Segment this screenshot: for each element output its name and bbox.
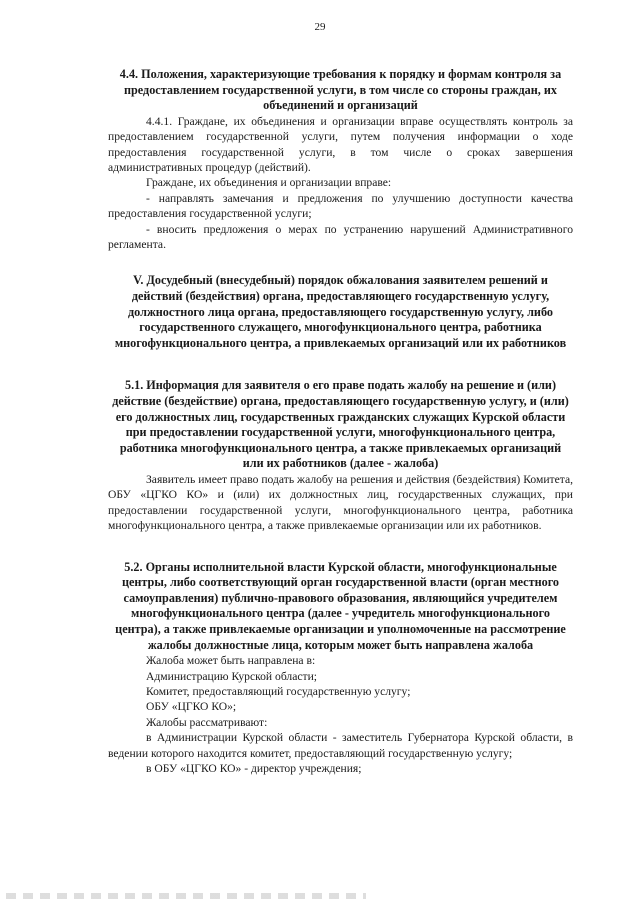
paragraph-5-1: Заявитель имеет право подать жалобу на решения и действия (бездействия) Комитета, ОБУ «ЦГКО КО» и (или) их должностных лиц, государственных служащих, при предоставлении государственной услуги, многофункционального центра, работника многофункционального центра, а также привлекаемые организации или их работников.: [108, 472, 573, 533]
section-5-1-heading: 5.1. Информация для заявителя о его праве подать жалобу на решение и (или) действие (бездействие) органа, предоставляющего государственную услугу, и (или) его должностных лиц, государственных гражданских служащих Курской области при предоставлении государственной услуги, многофункционального центра, работника многофункционального центра, а также привлекаемых организаций или их работников (далее - жалоба): [112, 378, 569, 471]
section-5-2-heading: 5.2. Органы исполнительной власти Курской области, многофункциональные центры, либо соответствующий орган государственной власти (орган местного самоуправления) публично-правового образования, являющийся учредителем многофункционального центра (далее - учредитель многофункционального центра), а также привлекаемые организации и уполномоченные на рассмотрение жалобы должностные лица, которым может быть направлена жалоба: [115, 559, 566, 652]
right-item-2: - вносить предложения о мерах по устранению нарушений Административного регламента.: [108, 222, 573, 252]
rights-intro: Граждане, их объединения и организации вправе:: [146, 176, 392, 190]
destination-2: Комитет, предоставляющий государственную услугу;: [146, 684, 411, 698]
document-body: [108, 67, 573, 776]
directed-intro: Жалоба может быть направлена в:: [146, 654, 316, 668]
destination-1: Администрацию Курской области;: [146, 669, 318, 683]
page-number: 29: [314, 21, 326, 33]
paragraph-4-4-1: 4.4.1. Граждане, их объединения и организации вправе осуществлять контроль за предоставлением государственной услуги, путем получения информации о ходе предоставления государственной услуги, в том числе о сроках завершения административных процедур (действий).: [108, 114, 573, 174]
destination-3: ОБУ «ЦГКО КО»;: [146, 700, 237, 714]
scan-artifact: [6, 893, 366, 899]
right-item-1: - направлять замечания и предложения по улучшению доступности качества предоставления государственной услуги;: [108, 191, 573, 221]
section-5-heading: V. Досудебный (внесудебный) порядок обжалования заявителем решений и действий (бездействия) органа, предоставляющего государственную услугу, должностного лица органа, предоставляющего государственную услугу, либо государственного служащего, многофункционального центра, работника многофункционального центра, а привлекаемых организаций или их работников: [114, 273, 567, 350]
review-item-2: в ОБУ «ЦГКО КО» - директор учреждения;: [146, 762, 362, 775]
section-4-4-heading: 4.4. Положения, характеризующие требования к порядку и формам контроля за предоставлением государственной услуги, в том числе со стороны граждан, их объединений и организаций: [119, 67, 562, 113]
review-item-1: в Администрации Курской области - заместитель Губернатора Курской области, в ведении которого находится комитет, предоставляющий государственную услугу;: [108, 731, 573, 760]
reviewed-intro: Жалобы рассматривают:: [146, 715, 268, 729]
